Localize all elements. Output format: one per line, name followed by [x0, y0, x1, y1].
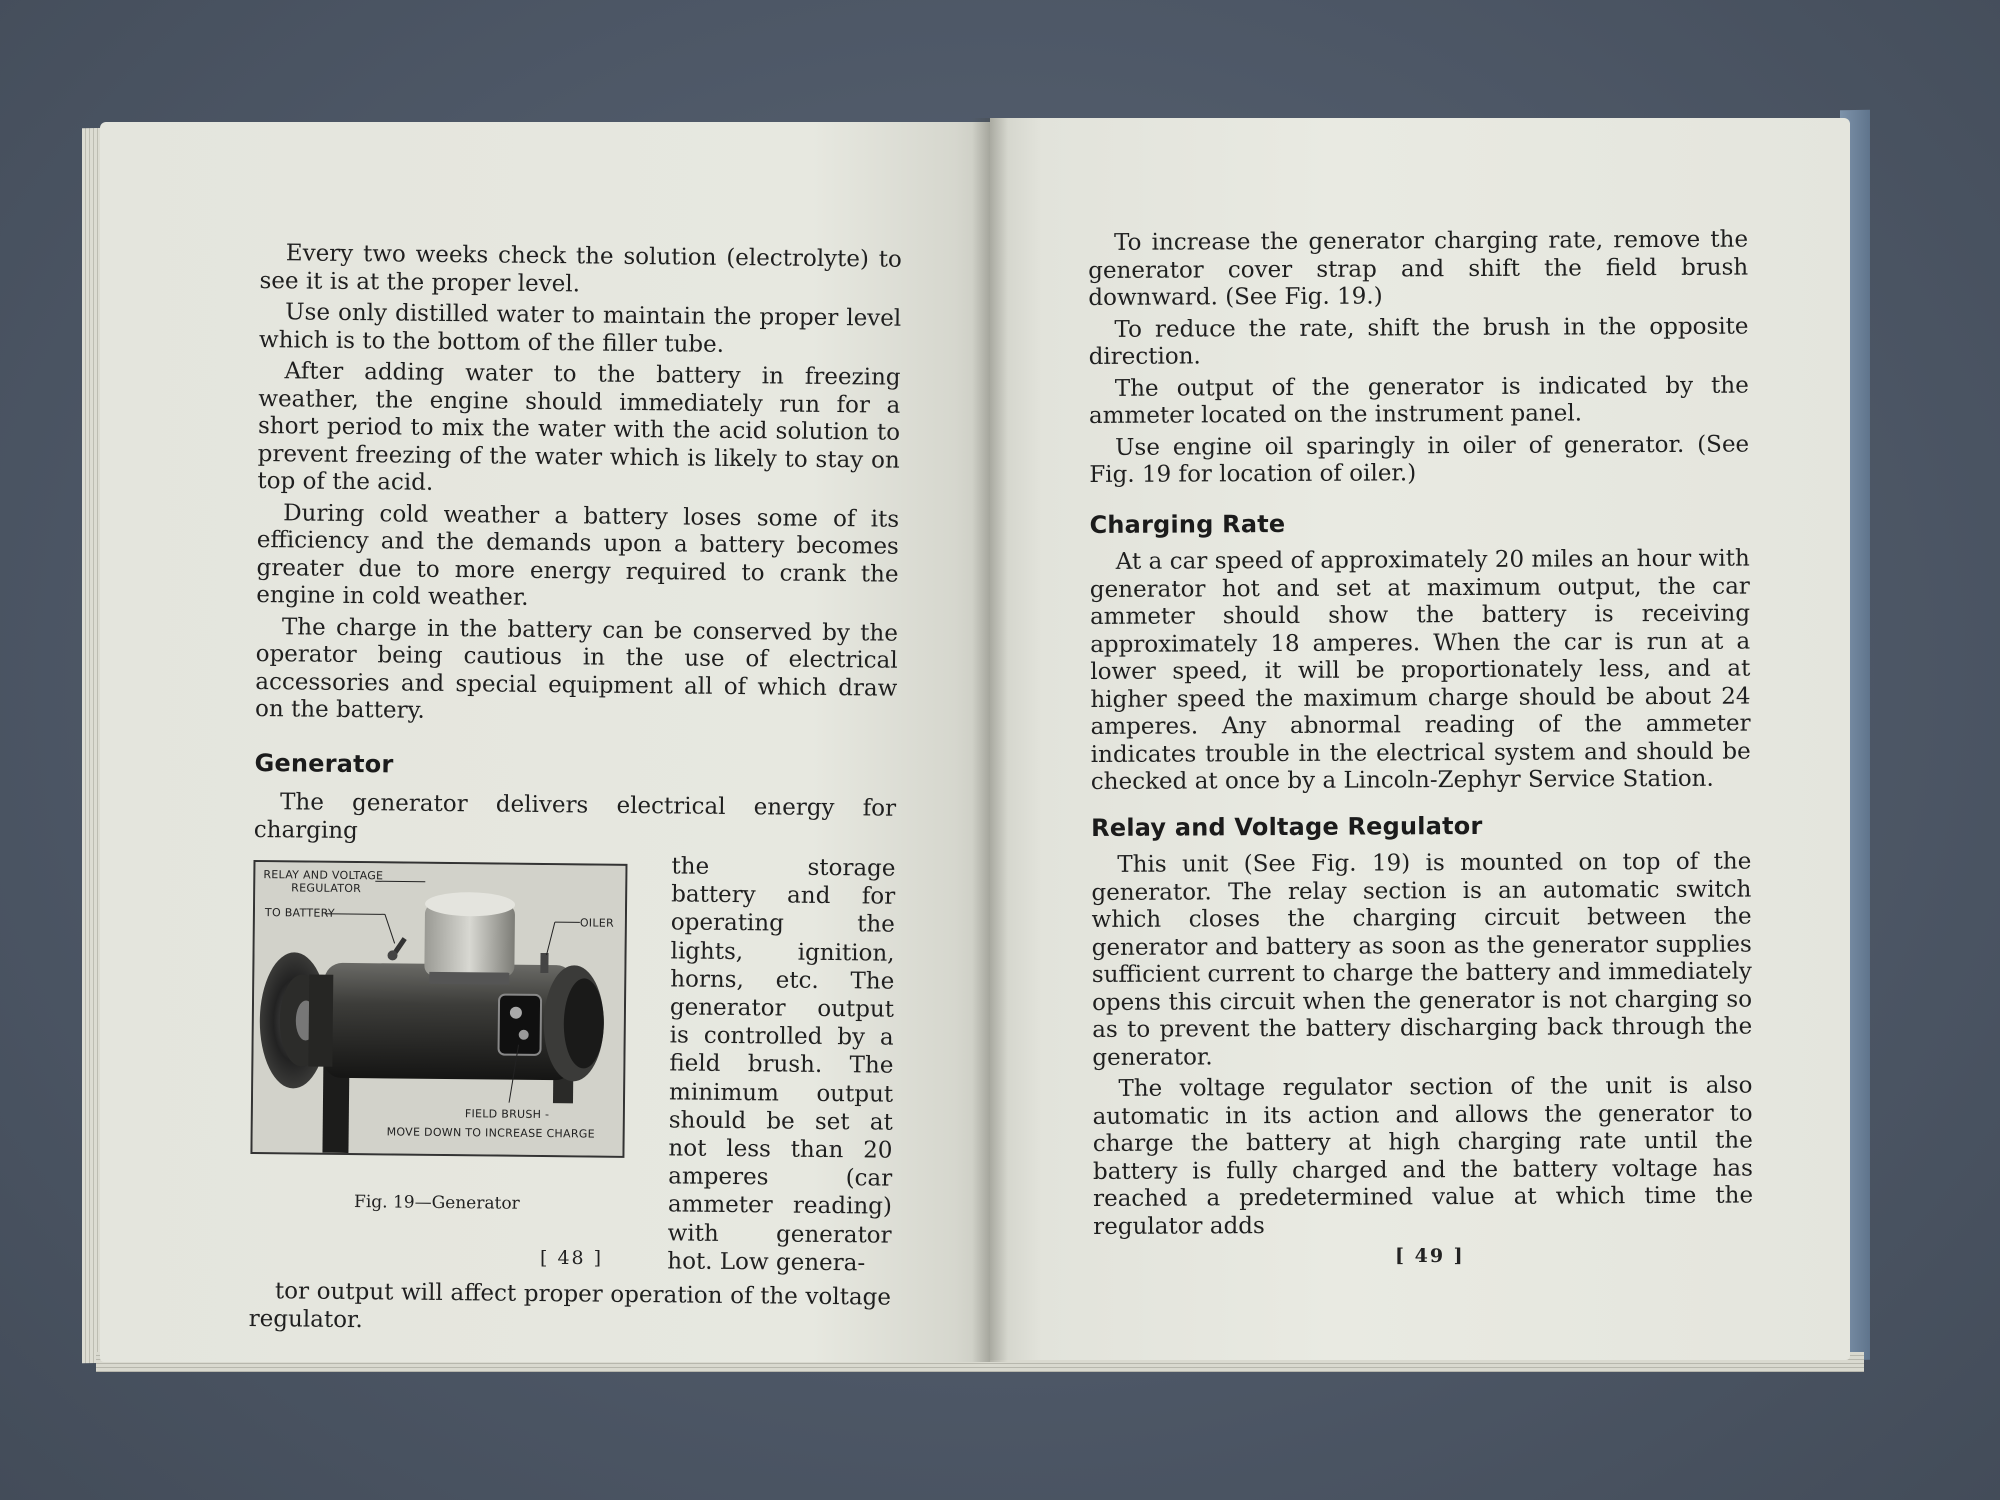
- figure-label-brush-2: MOVE DOWN TO INCREASE CHARGE: [386, 1125, 595, 1141]
- generator-end-text: tor output will affect proper operation of the voltage regulator.: [248, 1278, 892, 1333]
- generator-heading: Generator: [254, 748, 394, 778]
- right-page: [990, 118, 1850, 1360]
- figure-label-relay-2: REGULATOR: [291, 881, 362, 896]
- page-number-right: [ 49 ]: [1395, 1245, 1465, 1267]
- left-page: [100, 122, 990, 1362]
- relay-regulator-heading: Relay and Voltage Regulator: [1091, 811, 1483, 842]
- generator-intro: The generator delivers electrical energy for charging: [253, 789, 897, 844]
- cold-weather-paragraph: During cold weather a battery loses some of its efficiency and the demands upon a battery becomes greater due to more energy required to crank the engine in cold weather.: [256, 499, 900, 611]
- increase-rate-paragraph: To increase the generator charging rate, remove the generator cover strap and shift the field brush downward. (See Fig. 19.): [1088, 226, 1749, 311]
- right-page-text: [1088, 227, 1753, 1245]
- battery-check-paragraph: Every two weeks check the solution (electrolyte) to see it is at the proper level.: [259, 240, 902, 297]
- voltage-regulator-paragraph: The voltage regulator section of the unit is also automatic in its action and allows the generator to charge the battery at high charging rate until the battery is fully charged and the battery voltage has reached a predetermined value at which time the regulator adds: [1092, 1072, 1754, 1240]
- conserve-charge-paragraph: The charge in the battery can be conserved by the operator being cautious in the use of electrical accessories and special equipment all of which draw on the battery.: [254, 613, 899, 724]
- reduce-rate-paragraph: To reduce the rate, shift the brush in the opposite direction.: [1088, 313, 1749, 370]
- figure-label-oiler: OILER: [579, 916, 615, 930]
- figure-caption: Fig. 19—Generator: [353, 1192, 520, 1214]
- figure-label-relay-1: RELAY AND VOLTAGE: [263, 868, 384, 883]
- freezing-weather-paragraph: After adding water to the battery in freezing weather, the engine should immediately run for a short period to mix the water with the acid solution to prevent freezing of the water which is likely to stay on top of the acid.: [257, 358, 901, 496]
- generator-wrap-text: the storage battery and for operating the lights, ignition, horns, etc. The generator output is controlled by a field brush. The minimum output should be set at not less than 20 amperes (car ammeter reading) with generator hot. Low genera-: [667, 853, 896, 1277]
- left-page-text: [249, 240, 902, 1344]
- charging-rate-paragraph: At a car speed of approximately 20 miles an hour with generator hot and set at maximum output, the car ammeter should show the battery is receiving approximately 18 amperes. When the car is run at a lower speed, it will be proportionately less, and at higher speed the maximum charge should be about 24 amperes. Any abnormal reading of the ammeter indicates trouble in the electrical system and should be checked at once by a Lincoln-Zephyr Service Station.: [1089, 545, 1751, 795]
- page-number-left: [ 48 ]: [540, 1247, 604, 1269]
- generator-figure-block: [249, 848, 895, 1285]
- relay-unit-paragraph: This unit (See Fig. 19) is mounted on top of the generator. The relay section is an automatic switch which closes the charging circuit between the generator and battery as soon as the generator supplies sufficient current to charge the battery and immediately opens this circuit when the generator is not charging so as to prevent the battery discharging back through the generator.: [1091, 848, 1753, 1071]
- book-gutter: [972, 118, 1008, 1362]
- distilled-water-paragraph: Use only distilled water to maintain the proper level which is to the bottom of the filler tube.: [258, 299, 902, 358]
- figure-label-brush-1: FIELD BRUSH -: [464, 1107, 550, 1122]
- figure-label-battery: TO BATTERY: [264, 906, 335, 920]
- generator-figure: [250, 860, 627, 1158]
- charging-rate-heading: Charging Rate: [1089, 509, 1286, 539]
- ammeter-paragraph: The output of the generator is indicated by the ammeter located on the instrument panel.: [1088, 372, 1749, 429]
- generator-illustration: [252, 862, 625, 1156]
- oiler-paragraph: Use engine oil sparingly in oiler of generator. (See Fig. 19 for location of oiler.): [1089, 431, 1750, 488]
